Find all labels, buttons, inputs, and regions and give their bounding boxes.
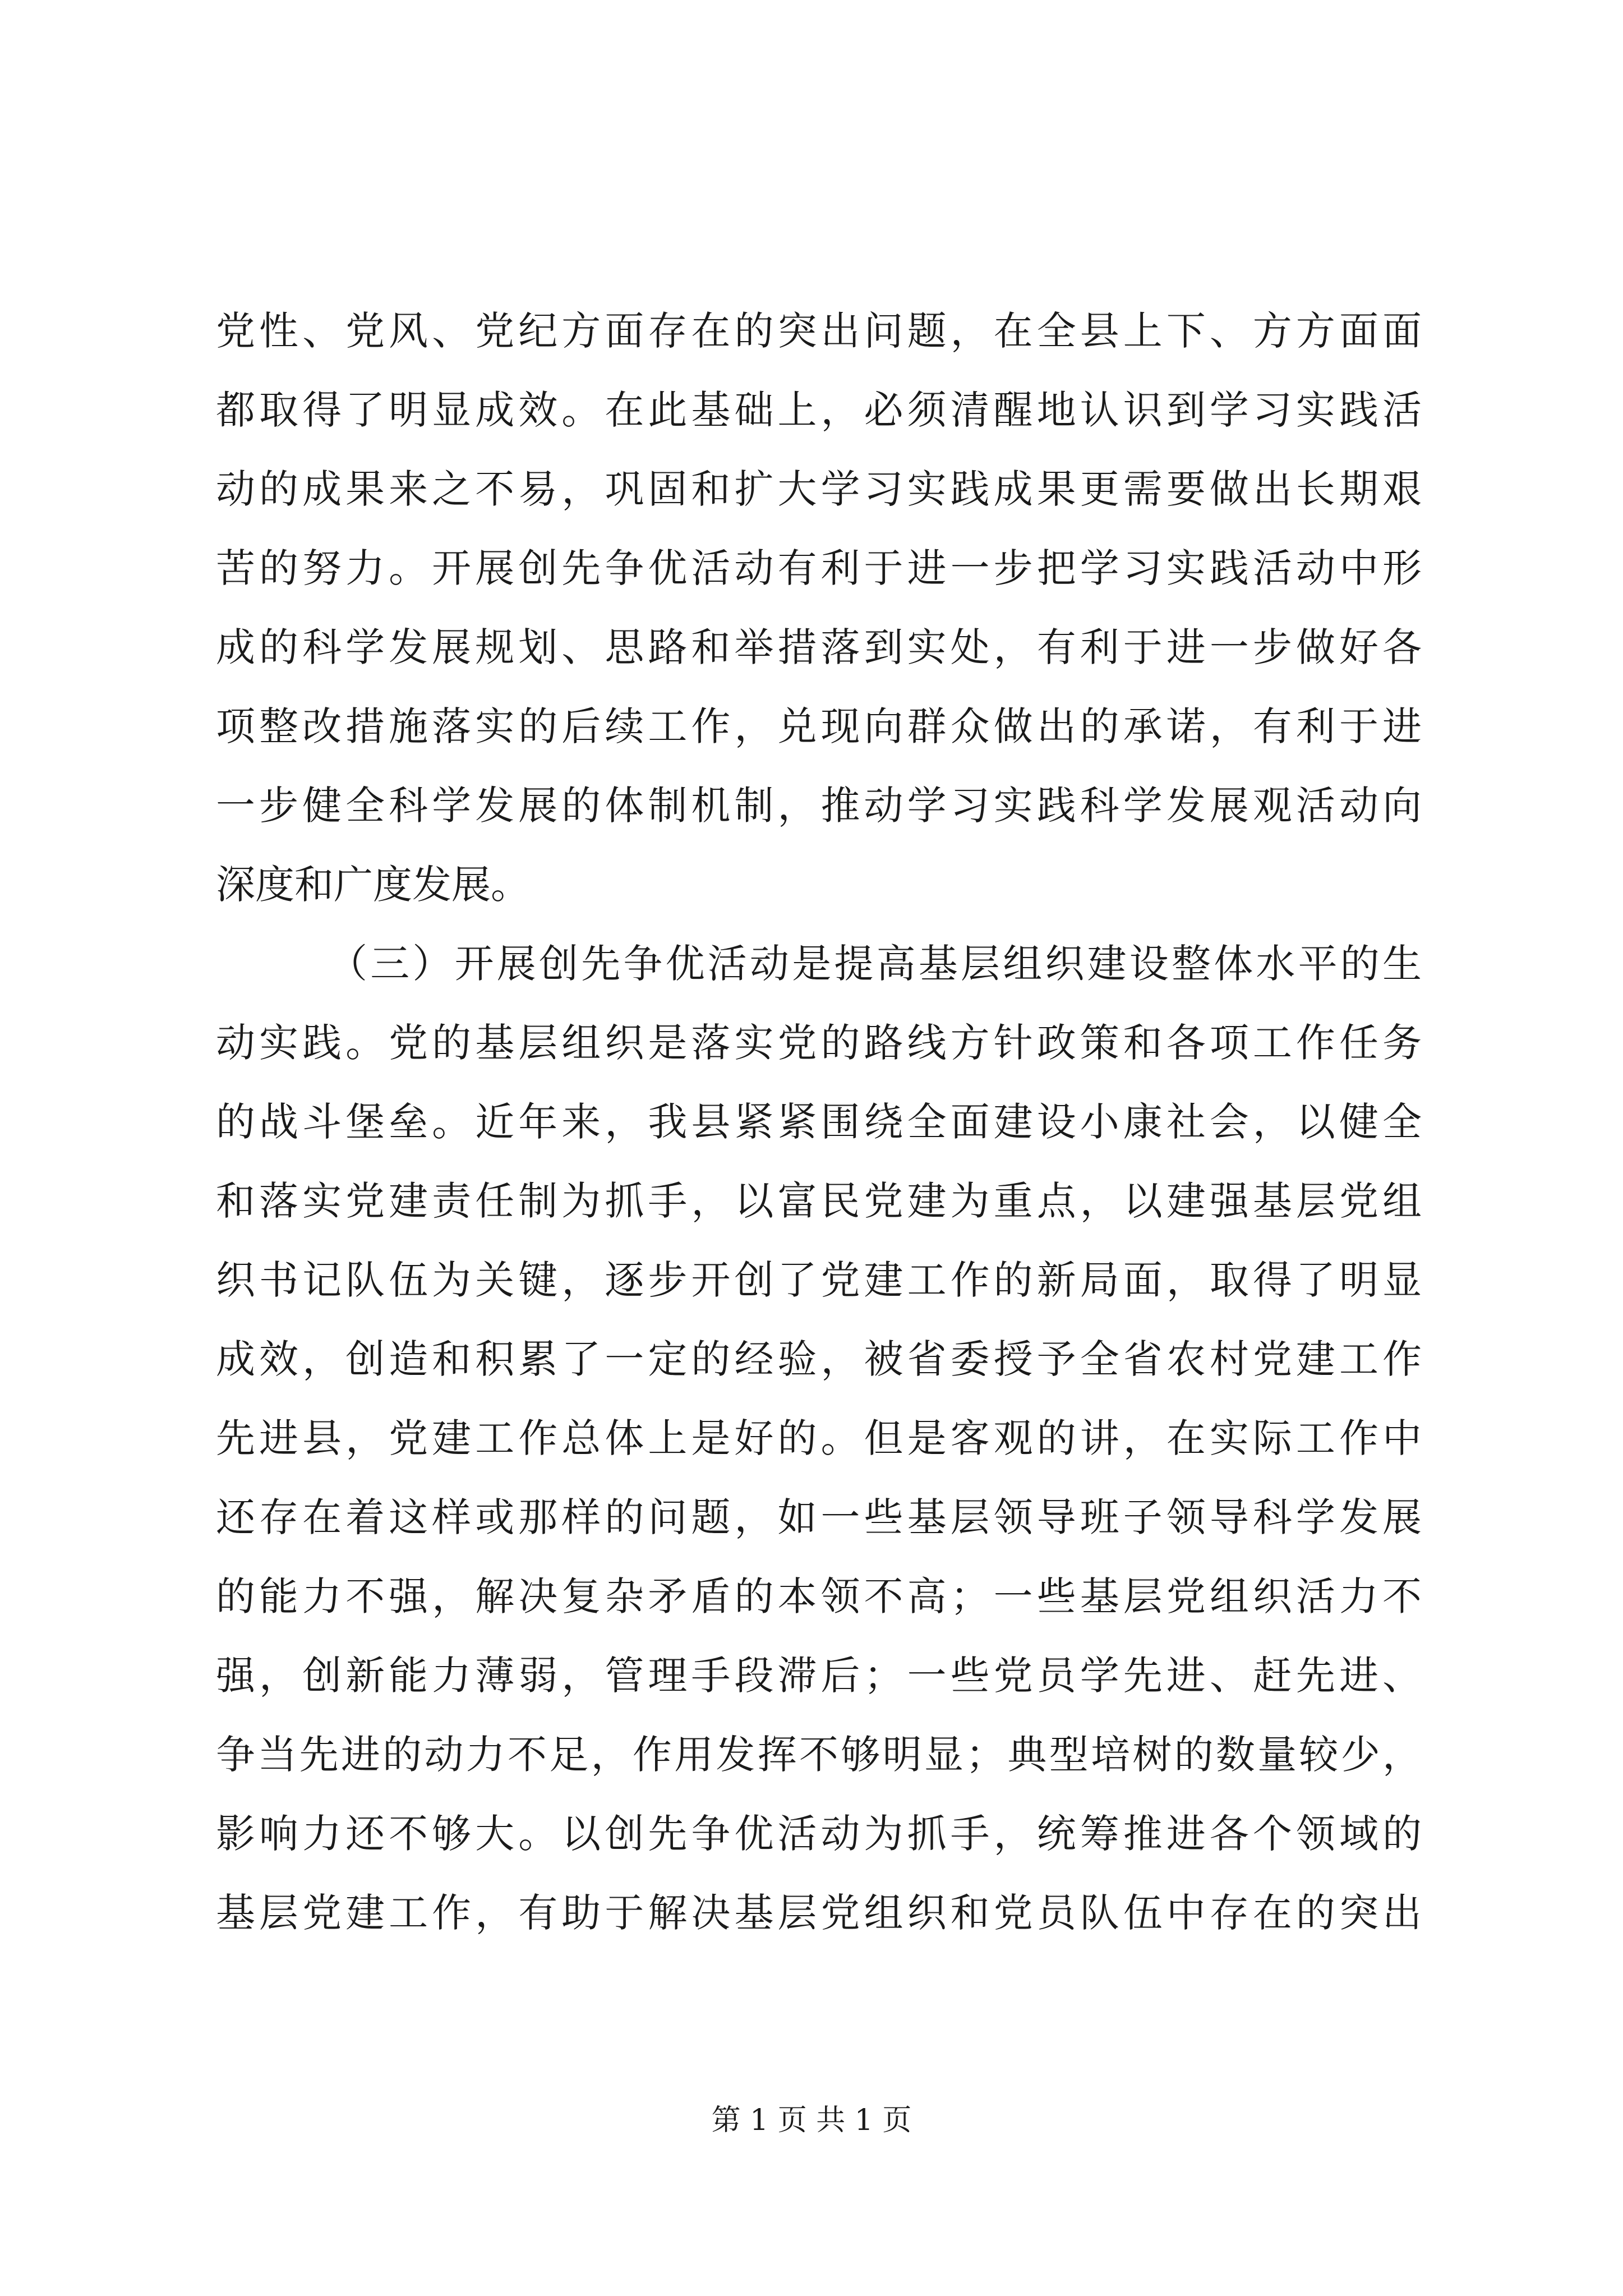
- text-line: 基层党建工作，有助于解决基层党组织和党员队伍中存在的突出: [216, 1890, 1422, 1936]
- page-number-label: 第 1 页 共 1 页: [711, 2104, 912, 2137]
- text-line: 项整改措施落实的后续工作，兑现向群众做出的承诺，有利于进: [216, 703, 1422, 749]
- text-line: 影响力还不够大。以创先争优活动为抓手，统筹推进各个领域的: [216, 1811, 1422, 1857]
- text-line: 动实践。党的基层组织是落实党的路线方针政策和各项工作任务: [216, 1020, 1422, 1066]
- text-line: 深度和广度发展。: [216, 862, 530, 908]
- text-line: 都取得了明显成效。在此基础上，必须清醒地认识到学习实践活: [216, 387, 1422, 433]
- document-body: [216, 292, 1422, 1953]
- text-line: （三）开展创先争优活动是提高基层组织建设整体水平的生: [328, 941, 1422, 987]
- text-line: 党性、党风、党纪方面存在的突出问题，在全县上下、方方面面: [216, 308, 1422, 354]
- paragraph-2: [216, 924, 1422, 1953]
- text-line: 成效，创造和积累了一定的经验，被省委授予全省农村党建工作: [216, 1336, 1422, 1382]
- text-line: 苦的努力。开展创先争优活动有利于进一步把学习实践活动中形: [216, 545, 1422, 591]
- text-line: 的战斗堡垒。近年来，我县紧紧围绕全面建设小康社会，以健全: [216, 1099, 1422, 1145]
- text-line: 织书记队伍为关键，逐步开创了党建工作的新局面，取得了明显: [216, 1257, 1422, 1303]
- page-footer: [0, 2101, 1623, 2140]
- text-line: 争当先进的动力不足，作用发挥不够明显；典型培树的数量较少，: [216, 1732, 1422, 1778]
- text-line: 的能力不强，解决复杂矛盾的本领不高；一些基层党组织活力不: [216, 1573, 1422, 1619]
- text-line: 和落实党建责任制为抓手，以富民党建为重点，以建强基层党组: [216, 1178, 1422, 1224]
- text-line: 强，创新能力薄弱，管理手段滞后；一些党员学先进、赶先进、: [216, 1653, 1422, 1699]
- text-line: 一步健全科学发展的体制机制，推动学习实践科学发展观活动向: [216, 783, 1422, 829]
- paragraph-1: [216, 292, 1422, 924]
- text-line: 先进县，党建工作总体上是好的。但是客观的讲，在实际工作中: [216, 1415, 1422, 1461]
- text-line: 还存在着这样或那样的问题，如一些基层领导班子领导科学发展: [216, 1494, 1422, 1540]
- text-line: 成的科学发展规划、思路和举措落到实处，有利于进一步做好各: [216, 624, 1422, 670]
- text-line: 动的成果来之不易，巩固和扩大学习实践成果更需要做出长期艰: [216, 466, 1422, 512]
